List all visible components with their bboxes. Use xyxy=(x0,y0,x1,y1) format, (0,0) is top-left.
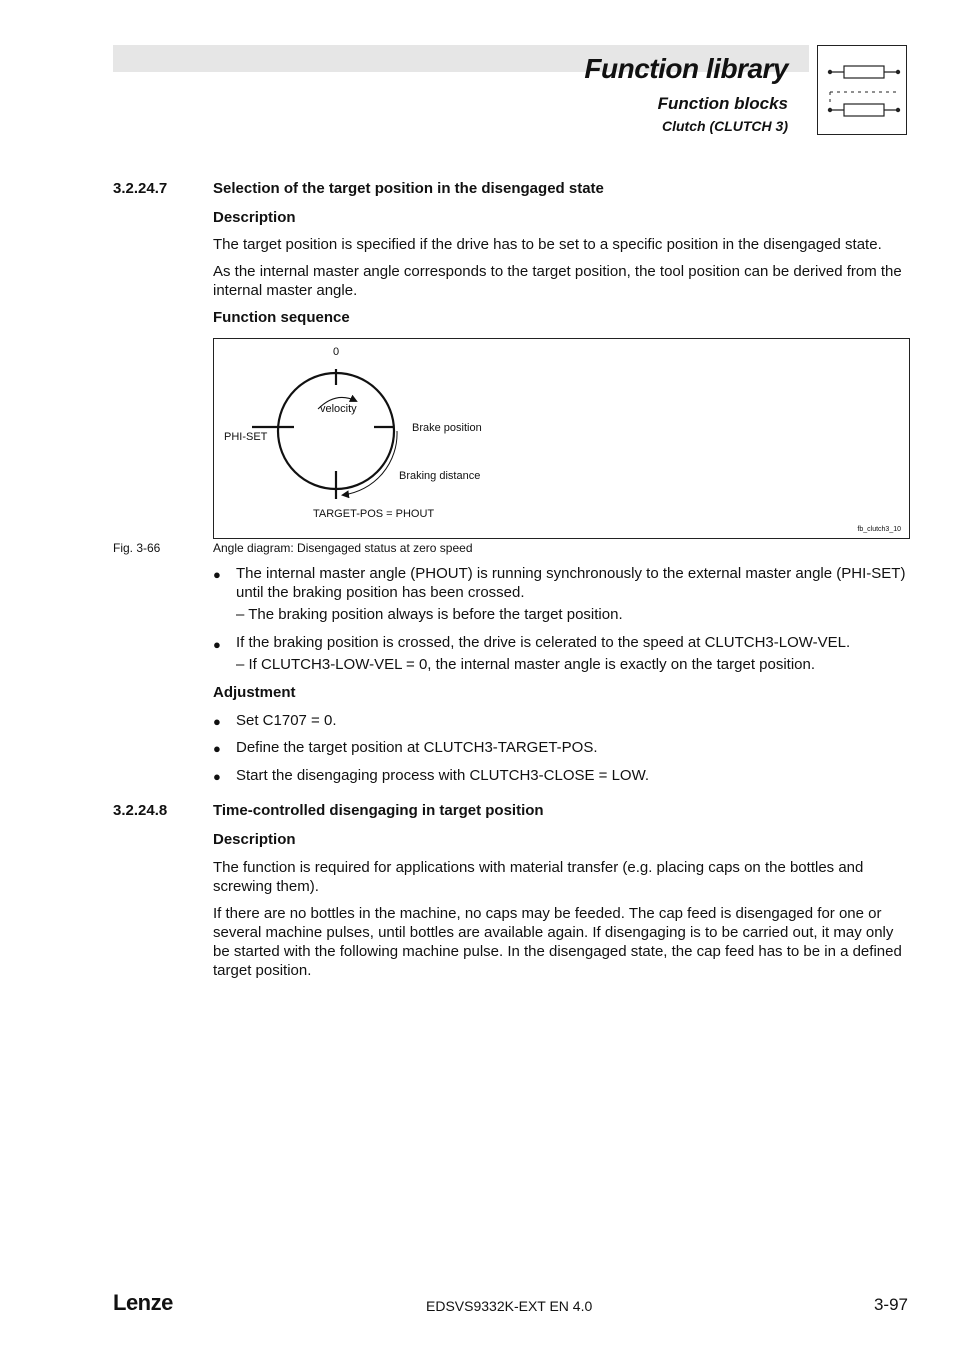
target-pos-label: TARGET-POS = PHOUT xyxy=(313,508,435,520)
section-number: 3.2.24.8 xyxy=(113,802,168,819)
list-item: Define the target position at CLUTCH3-TARGET-POS. xyxy=(236,739,598,756)
description-heading: Description xyxy=(213,831,296,848)
list-item: Set C1707 = 0. xyxy=(236,712,337,729)
list-item: The internal master angle (PHOUT) is running synchronously to the external master angle (PHI-SET) until the braking position has been crossed. xyxy=(236,565,906,601)
page-number: 3-97 xyxy=(873,1295,908,1314)
velocity-label: velocity xyxy=(320,403,357,415)
document-id: EDSVS9332K-EXT EN 4.0 xyxy=(426,1298,593,1314)
phi-set-label: PHI-SET xyxy=(224,431,268,443)
brake-position-label: Brake position xyxy=(412,422,482,434)
paragraph: As the internal master angle corresponds to the target position, the tool position can be derived from the internal master angle. xyxy=(213,263,902,299)
function-sequence-heading: Function sequence xyxy=(213,309,350,326)
description-heading: Description xyxy=(213,209,296,226)
figure-caption: Angle diagram: Disengaged status at zero speed xyxy=(213,541,473,555)
section-title: Time-controlled disengaging in target position xyxy=(213,802,544,819)
braking-distance-label: Braking distance xyxy=(399,470,481,482)
page-subtitle: Function blocks xyxy=(657,94,788,113)
bullet-icon: ● xyxy=(213,714,221,729)
lenze-logo: Lenze xyxy=(113,1290,173,1315)
page-subsubtitle: Clutch (CLUTCH 3) xyxy=(662,118,788,134)
list-item: If the braking position is crossed, the drive is celerated to the speed at CLUTCH3-LOW-VEL. xyxy=(236,634,851,651)
sub-list-item: – The braking position always is before the target position. xyxy=(236,606,623,623)
angle-diagram-figure xyxy=(213,338,910,539)
section-number: 3.2.24.7 xyxy=(113,180,168,197)
function-block-icon xyxy=(817,45,907,135)
section-title: Selection of the target position in the disengaged state xyxy=(213,180,604,197)
page-title: Function library xyxy=(584,53,788,84)
paragraph: The target position is specified if the drive has to be set to a specific position in the disengaged state. xyxy=(213,236,882,253)
sub-list-item: – If CLUTCH3-LOW-VEL = 0, the internal master angle is exactly on the target position. xyxy=(236,656,816,673)
figure-file-label: fb_clutch3_10 xyxy=(857,526,901,533)
bullet-icon: ● xyxy=(213,637,221,652)
adjustment-heading: Adjustment xyxy=(213,684,296,701)
paragraph: If there are no bottles in the machine, no caps may be feeded. The cap feed is disengaged for one or several machine pulses, until bottles are available again. If disengaging is to be carried out, it may only be started with the following machine pulse. In the disengaged state, the cap feed has to be in a defined target position. xyxy=(213,905,902,979)
bullet-icon: ● xyxy=(213,769,221,784)
figure-number: Fig. 3-66 xyxy=(113,541,161,555)
list-item: Start the disengaging process with CLUTCH3-CLOSE = LOW. xyxy=(236,767,650,784)
paragraph: The function is required for applications with material transfer (e.g. placing caps on the bottles and screwing them). xyxy=(213,859,864,895)
bullet-icon: ● xyxy=(213,567,221,582)
zero-label: 0 xyxy=(333,346,340,358)
bullet-icon: ● xyxy=(213,741,221,756)
